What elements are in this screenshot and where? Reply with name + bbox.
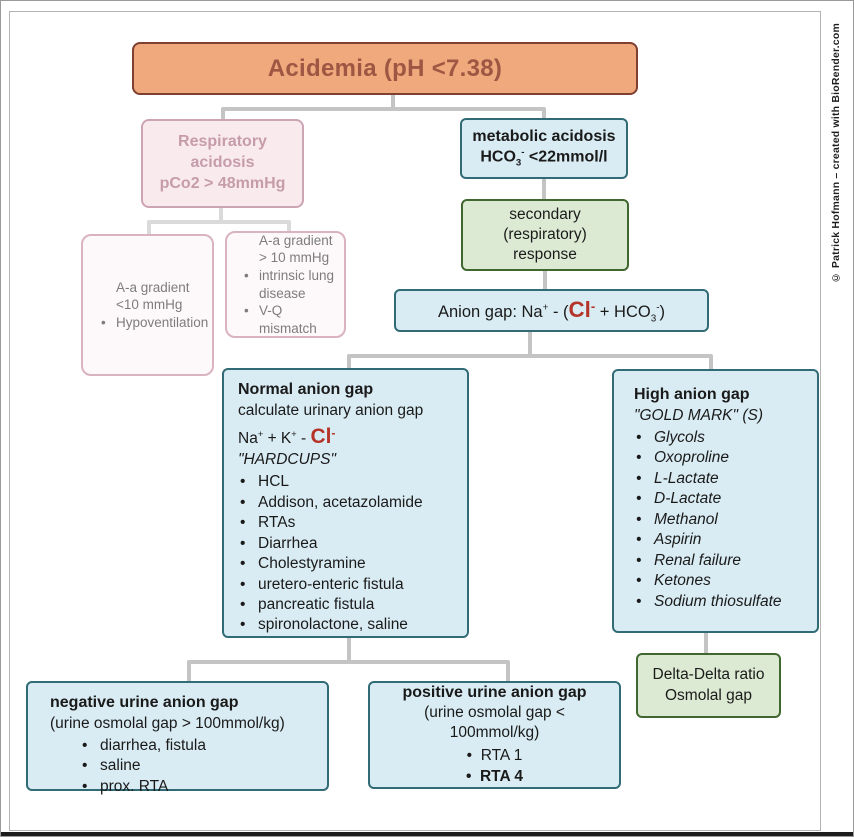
formula-part: ) [659, 302, 665, 321]
formula-subscript: 3 [650, 313, 657, 325]
list-item: • L-Lactate [634, 469, 805, 489]
positive-list [466, 746, 523, 788]
list-item: • Diarrhea [238, 534, 455, 554]
aa-high-list [259, 267, 338, 337]
list-item: • RTA 4 [466, 767, 523, 788]
list-item: • pancreatic fistula [238, 595, 455, 615]
list-item: • Oxoproline [634, 448, 805, 468]
formula-superscript: - [521, 147, 525, 159]
positive-title: positive urine anion gap [402, 683, 587, 701]
chloride-highlight: Cl [310, 424, 332, 448]
aa-low-line2: <10 mmHg [116, 297, 183, 313]
list-item: • D-Lactate [634, 489, 805, 509]
secondary-line2: (respiratory) [503, 225, 587, 243]
normal-mnemonic: "HARDCUPS" [238, 451, 336, 469]
list-item: • HCL [238, 472, 455, 492]
formula-part: - ( [548, 302, 569, 321]
credit-text: © Patrick Hofmann – created with BioRender.com [830, 22, 842, 284]
formula-superscript: - [590, 298, 596, 314]
formula-part: HCO [480, 148, 516, 166]
negative-title: negative urine anion gap [50, 694, 239, 711]
list-item: • Addison, acetazolamide [238, 493, 455, 513]
aa-high-line1: A-a gradient [259, 232, 333, 248]
positive-subtitle: (urine osmolal gap < 100mmol/kg) [424, 704, 565, 742]
list-item: • Hypoventilation [116, 314, 206, 332]
list-item: • Ketones [634, 571, 805, 591]
node-aa-gradient-high [225, 231, 346, 338]
formula-subscript: 3 [515, 157, 522, 169]
node-normal-anion-gap [222, 368, 469, 638]
list-item: • RTAs [238, 513, 455, 533]
respiratory-line1: Respiratory [178, 133, 267, 151]
respiratory-line3: pCo2 > 48mmHg [159, 174, 286, 192]
anion-gap-text [438, 297, 665, 324]
metabolic-title: metabolic acidosis [472, 127, 616, 145]
formula-part: <22mmol/l [524, 148, 608, 166]
node-aa-gradient-low [81, 234, 214, 376]
node-metabolic-acidosis [460, 118, 628, 179]
formula-part: - [296, 429, 311, 447]
node-acidemia [132, 42, 638, 95]
high-mnemonic: "GOLD MARK" (S) [634, 406, 763, 424]
list-item: • RTA 1 [466, 746, 523, 767]
list-item: • prox. RTA [80, 777, 315, 797]
formula-superscript: - [331, 425, 336, 440]
list-item: • spironolactone, saline [238, 615, 455, 635]
delta-line1: Delta-Delta ratio [652, 666, 765, 684]
list-item: • Cholestyramine [238, 554, 455, 574]
node-secondary-response [461, 199, 629, 271]
secondary-line1: secondary [509, 205, 581, 223]
node-positive-urine-anion-gap [368, 681, 621, 789]
formula-part: + HCO [595, 302, 651, 321]
respiratory-line2: acidosis [190, 154, 255, 172]
list-item: • Aspirin [634, 530, 805, 550]
normal-title: Normal anion gap [238, 381, 374, 398]
list-item: • Methanol [634, 510, 805, 530]
list-item: • Renal failure [634, 551, 805, 571]
list-item: • Glycols [634, 428, 805, 448]
normal-subtitle: calculate urinary anion gap [238, 401, 424, 419]
bottom-edge-bar [1, 832, 853, 836]
node-negative-urine-anion-gap [26, 681, 329, 795]
formula-part: Anion gap: Na [438, 302, 543, 321]
list-item: • diarrhea, fistula [80, 736, 315, 756]
delta-line2: Osmolal gap [664, 686, 752, 704]
secondary-line3: response [513, 246, 577, 264]
formula-superscript: + [542, 302, 549, 314]
aa-low-list [116, 314, 209, 332]
list-item: • saline [80, 756, 315, 776]
high-title: High anion gap [634, 386, 750, 403]
metabolic-formula [480, 147, 607, 170]
acidemia-title: Acidemia (pH <7.38) [267, 54, 503, 82]
aa-high-line2: > 10 mmHg [259, 250, 330, 266]
high-cause-list [634, 428, 805, 612]
formula-part: Na [238, 429, 258, 447]
formula-superscript: + [257, 428, 264, 439]
node-respiratory-acidosis [141, 119, 304, 208]
normal-cause-list [238, 472, 455, 636]
formula-part: + K [263, 429, 292, 447]
chloride-highlight: Cl [568, 296, 591, 322]
node-high-anion-gap [612, 369, 819, 633]
formula-superscript: + [291, 428, 297, 439]
credit-watermark [819, 13, 853, 293]
list-item: • Sodium thiosulfate [634, 592, 805, 612]
list-item: • V-Q mismatch [259, 302, 338, 337]
node-anion-gap-formula [394, 289, 709, 332]
normal-formula [238, 423, 455, 450]
aa-low-line1: A-a gradient [116, 279, 190, 295]
negative-list [80, 736, 315, 797]
list-item: • intrinsic lung disease [259, 267, 338, 302]
negative-subtitle: (urine osmolal gap > 100mmol/kg) [50, 714, 285, 732]
list-item: • uretero-enteric fistula [238, 575, 455, 595]
node-delta-delta [636, 653, 781, 718]
formula-superscript: - [656, 302, 660, 314]
